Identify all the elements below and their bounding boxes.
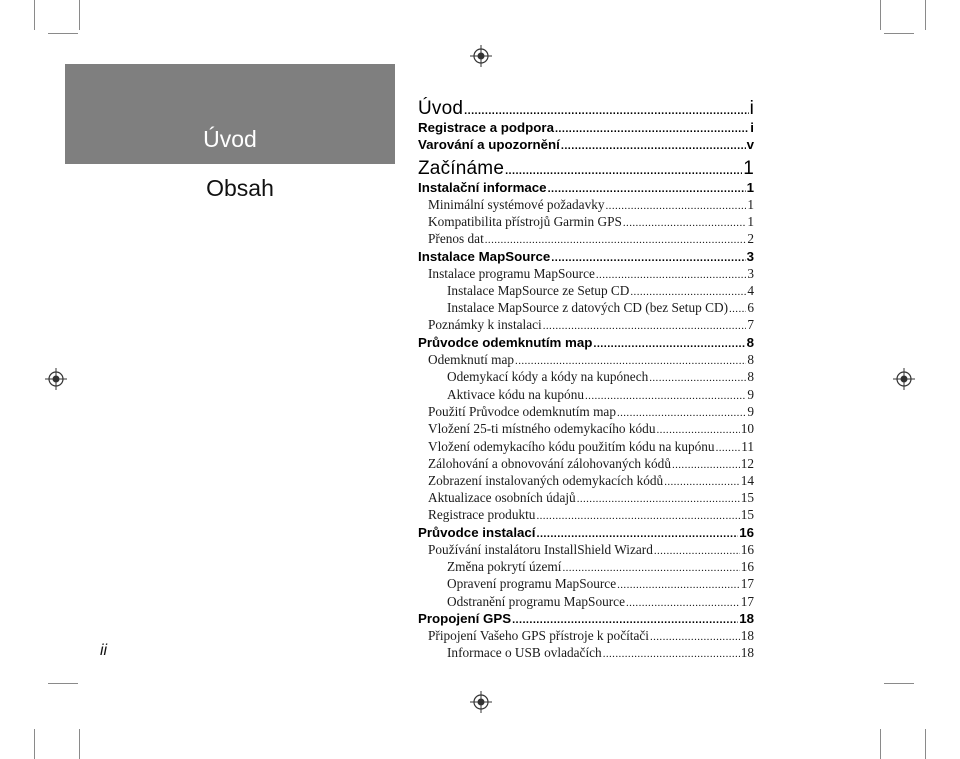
toc-entry: [428, 197, 754, 213]
toc-entry-label: Odemknutí map: [428, 352, 515, 367]
toc-entry-label: Poznámky k instalaci: [428, 317, 542, 332]
toc-entry-label: Průvodce odemknutím map: [418, 335, 593, 350]
toc-entry-page: 1: [747, 197, 754, 212]
dot-leader: [649, 373, 746, 384]
toc-entry: [428, 266, 754, 282]
toc-entry-label: Odstranění programu MapSource: [447, 594, 625, 609]
toc-entry: [447, 387, 754, 403]
toc-entry-page: 8: [747, 369, 754, 384]
toc-entry-page: 9: [747, 404, 754, 419]
toc-entry: [428, 421, 754, 437]
toc-entry-label: Instalace MapSource ze Setup CD: [447, 283, 630, 298]
crop-mark: [880, 729, 881, 759]
toc-chapter: [418, 158, 754, 180]
crop-mark: [79, 0, 80, 30]
toc-entry: [428, 439, 754, 455]
toc-entry: [418, 335, 754, 350]
toc-entry-label: Připojení Vašeho GPS přístroje k počítači: [428, 628, 649, 643]
dot-leader: [623, 218, 746, 229]
toc-entry-label: Přenos dat: [428, 231, 484, 246]
toc-entry-page: 18: [740, 645, 754, 660]
crop-mark: [925, 729, 926, 759]
toc-entry: [447, 559, 754, 575]
dot-leader: [515, 356, 746, 367]
toc-entry-label: Opravení programu MapSource: [447, 576, 617, 591]
toc-entry-label: Varování a upozornění: [418, 137, 560, 152]
toc-entry-page: i: [749, 98, 754, 119]
toc-entry-page: 6: [747, 300, 754, 315]
toc-entry: [418, 180, 754, 195]
toc-entry-page: 4: [747, 283, 754, 298]
toc-entry: [447, 594, 754, 610]
toc-entry: [447, 576, 754, 592]
toc-entry-page: 1: [747, 214, 754, 229]
toc-entry-label: Registrace produktu: [428, 507, 536, 522]
section-tab-title: Úvod: [203, 126, 257, 152]
toc-entry: [447, 369, 754, 385]
toc-entry-label: Vložení 25-ti místného odemykacího kódu: [428, 421, 656, 436]
registration-mark-icon: [470, 691, 492, 713]
toc-entry-label: Minimální systémové požadavky: [428, 197, 605, 212]
toc-entry: [418, 137, 754, 152]
toc-entry-page: 1: [746, 180, 754, 195]
toc-entry-page: 17: [740, 576, 754, 591]
dot-leader: [596, 270, 746, 281]
toc-entry-label: Průvodce instalací: [418, 525, 536, 540]
dot-leader: [650, 632, 740, 643]
dot-leader: [551, 253, 745, 264]
crop-mark: [880, 0, 881, 30]
dot-leader: [664, 477, 740, 488]
dot-leader: [485, 235, 747, 246]
toc-entry-page: 16: [739, 525, 754, 540]
toc-entry-label: Aktualizace osobních údajů: [428, 490, 576, 505]
toc-entry-label: Začínáme: [418, 158, 505, 179]
dot-leader: [729, 304, 746, 315]
toc-entry-label: Aktivace kódu na kupónu: [447, 387, 585, 402]
toc-entry-page: 14: [740, 473, 754, 488]
toc-entry-label: Instalace MapSource z datových CD (bez Setup CD): [447, 300, 728, 315]
dot-leader: [561, 141, 746, 152]
toc-entry: [447, 300, 754, 316]
toc-entry-page: 15: [740, 490, 754, 505]
toc-entry: [418, 249, 754, 264]
toc-entry-label: Zobrazení instalovaných odemykacích kódů: [428, 473, 664, 488]
crop-mark: [34, 0, 35, 30]
contents-heading: Obsah: [206, 175, 274, 201]
toc-entry-page: i: [750, 120, 754, 135]
toc-entry-label: Registrace a podpora: [418, 120, 554, 135]
crop-mark: [925, 0, 926, 30]
registration-mark-icon: [45, 368, 67, 390]
toc-entry-label: Odemykací kódy a kódy na kupónech: [447, 369, 649, 384]
dot-leader: [716, 443, 741, 454]
dot-leader: [617, 580, 740, 591]
crop-mark: [884, 683, 914, 684]
dot-leader: [630, 287, 746, 298]
toc-entry: [428, 628, 754, 644]
toc-entry: [428, 352, 754, 368]
toc-entry-label: Vložení odemykacího kódu použitím kódu na kupónu: [428, 439, 715, 454]
dot-leader: [543, 321, 747, 332]
dot-leader: [464, 106, 748, 117]
toc-chapter: [418, 98, 754, 120]
toc-entry-page: 8: [746, 335, 754, 350]
dot-leader: [577, 494, 740, 505]
toc-entry: [447, 283, 754, 299]
toc-entry-label: Používání instalátoru InstallShield Wizard: [428, 542, 653, 557]
toc-entry: [447, 645, 754, 661]
toc-entry-page: 2: [747, 231, 754, 246]
dot-leader: [603, 649, 740, 660]
toc-entry-label: Kompatibilita přístrojů Garmin GPS: [428, 214, 622, 229]
toc-entry-label: Zálohování a obnovování zálohovaných kódů: [428, 456, 671, 471]
dot-leader: [585, 391, 746, 402]
toc-entry-page: 3: [746, 249, 754, 264]
toc-entry-label: Úvod: [418, 98, 464, 119]
toc-entry-label: Instalace MapSource: [418, 249, 551, 264]
toc-entry-page: 10: [740, 421, 754, 436]
toc-entry-label: Instalační informace: [418, 180, 547, 195]
dot-leader: [626, 598, 740, 609]
toc-entry: [428, 404, 754, 420]
toc-entry: [428, 214, 754, 230]
toc-entry-label: Použití Průvodce odemknutím map: [428, 404, 616, 419]
dot-leader: [654, 546, 740, 557]
toc-entry-label: Propojení GPS: [418, 611, 512, 626]
toc-entry-page: 16: [740, 559, 754, 574]
toc-entry: [428, 317, 754, 333]
dot-leader: [606, 201, 747, 212]
toc-entry: [428, 231, 754, 247]
toc-entry: [418, 611, 754, 626]
toc-entry-label: Informace o USB ovladačích: [447, 645, 602, 660]
dot-leader: [672, 460, 740, 471]
registration-mark-icon: [893, 368, 915, 390]
crop-mark: [48, 683, 78, 684]
dot-leader: [505, 166, 742, 177]
toc-entry-label: Instalace programu MapSource: [428, 266, 595, 281]
toc-entry-page: 11: [741, 439, 754, 454]
toc-entry: [418, 525, 754, 540]
dot-leader: [656, 425, 739, 436]
crop-mark: [884, 33, 914, 34]
toc-entry-page: 1: [743, 158, 754, 179]
toc-entry-page: 16: [740, 542, 754, 557]
toc-entry: [428, 490, 754, 506]
dot-leader: [555, 124, 749, 135]
dot-leader: [617, 408, 746, 419]
crop-mark: [34, 729, 35, 759]
toc-entry-page: 12: [740, 456, 754, 471]
dot-leader: [562, 563, 739, 574]
dot-leader: [548, 184, 746, 195]
toc-entry-page: v: [746, 137, 754, 152]
dot-leader: [512, 615, 738, 626]
dot-leader: [593, 339, 745, 350]
dot-leader: [536, 511, 739, 522]
toc-entry-page: 17: [740, 594, 754, 609]
toc-entry-page: 8: [747, 352, 754, 367]
toc-entry: [428, 507, 754, 523]
toc-entry-page: 3: [747, 266, 754, 281]
dot-leader: [537, 529, 739, 540]
toc-entry-page: 18: [740, 628, 754, 643]
toc-entry-page: 9: [747, 387, 754, 402]
toc-entry: [428, 473, 754, 489]
toc-entry-page: 15: [740, 507, 754, 522]
toc-entry: [428, 542, 754, 558]
crop-mark: [48, 33, 78, 34]
crop-mark: [79, 729, 80, 759]
page-number: ii: [100, 642, 108, 659]
registration-mark-icon: [470, 45, 492, 67]
toc-entry: [428, 456, 754, 472]
toc-entry-page: 7: [747, 317, 754, 332]
toc-entry-label: Změna pokrytí území: [447, 559, 562, 574]
toc-entry: [418, 120, 754, 135]
toc-entry-page: 18: [739, 611, 754, 626]
